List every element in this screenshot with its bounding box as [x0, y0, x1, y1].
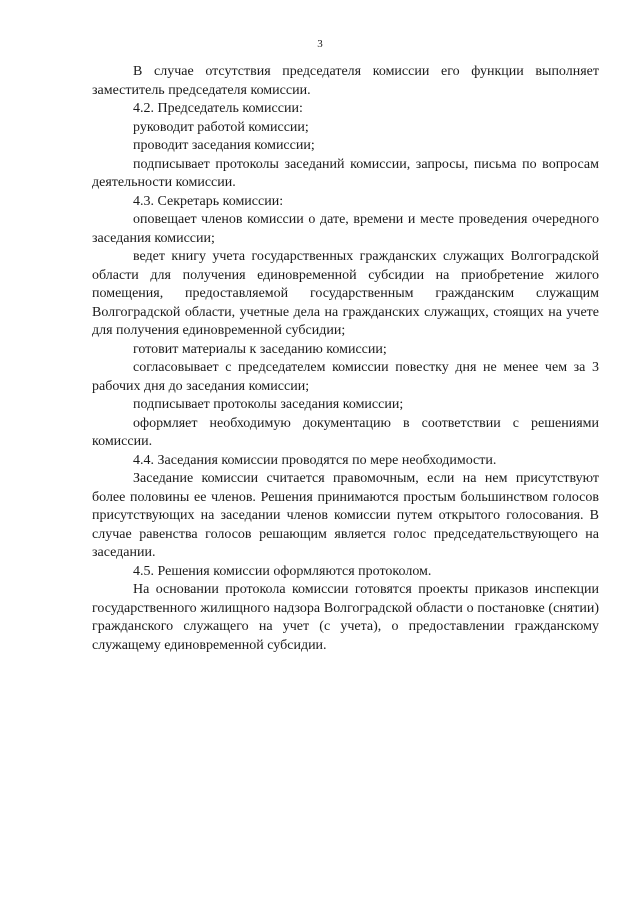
list-item: согласовывает с председателем комиссии повестку дня не менее чем за 3 рабочих дня до заседания комиссии; [92, 360, 599, 394]
list-item: руководит работой комиссии; [133, 119, 309, 135]
page-number: 3 [317, 38, 323, 50]
section-heading-4-2: 4.2. Председатель комиссии: [133, 101, 303, 116]
paragraph-orders: На основании протокола комиссии готовятся проекты приказов инспекции государственного жилищного надзора Волгоградской области о постановке (снятии) гражданского служащего на учет (с учета), о предоставлении гражданскому служащему единовременной субсидии. [92, 582, 599, 653]
list-item: оповещает членов комиссии о дате, времени и месте проведения очередного заседания комиссии; [92, 212, 599, 246]
list-item: оформляет необходимую документацию в соответствии с решениями комиссии. [92, 415, 599, 449]
document-body [92, 63, 599, 655]
list-item: подписывает протоколы заседаний комиссии, запросы, письма по вопросам деятельности комиссии. [92, 156, 599, 190]
paragraph-deputy-chair: В случае отсутствия председателя комиссии его функции выполняет заместитель председателя комиссии. [92, 64, 599, 98]
section-heading-4-4: 4.4. Заседания комиссии проводятся по мере необходимости. [133, 452, 497, 468]
section-heading-4-3: 4.3. Секретарь комиссии: [133, 193, 284, 209]
list-item: ведет книгу учета государственных гражданских служащих Волгоградской области для получения единовременной субсидии на приобретение жилого помещения, предоставляемой государственным гражданским служащим Волгоградской области, учетные дела на гражданских служащих, стоящих на учете для получения единовременной субсидии; [92, 249, 599, 338]
list-item: проводит заседания комиссии; [133, 138, 315, 153]
list-item: готовит материалы к заседанию комиссии; [133, 341, 387, 357]
list-item: подписывает протоколы заседания комиссии; [133, 397, 404, 412]
paragraph-quorum: Заседание комиссии считается правомочным, если на нем присутствуют более половины ее членов. Решения принимаются простым большинством голосов присутствующих на заседании членов комиссии путем открытого голосования. В случае равенства голосов решающим является голос председательствующего на заседании. [92, 471, 599, 560]
section-heading-4-5: 4.5. Решения комиссии оформляются протоколом. [133, 563, 432, 579]
